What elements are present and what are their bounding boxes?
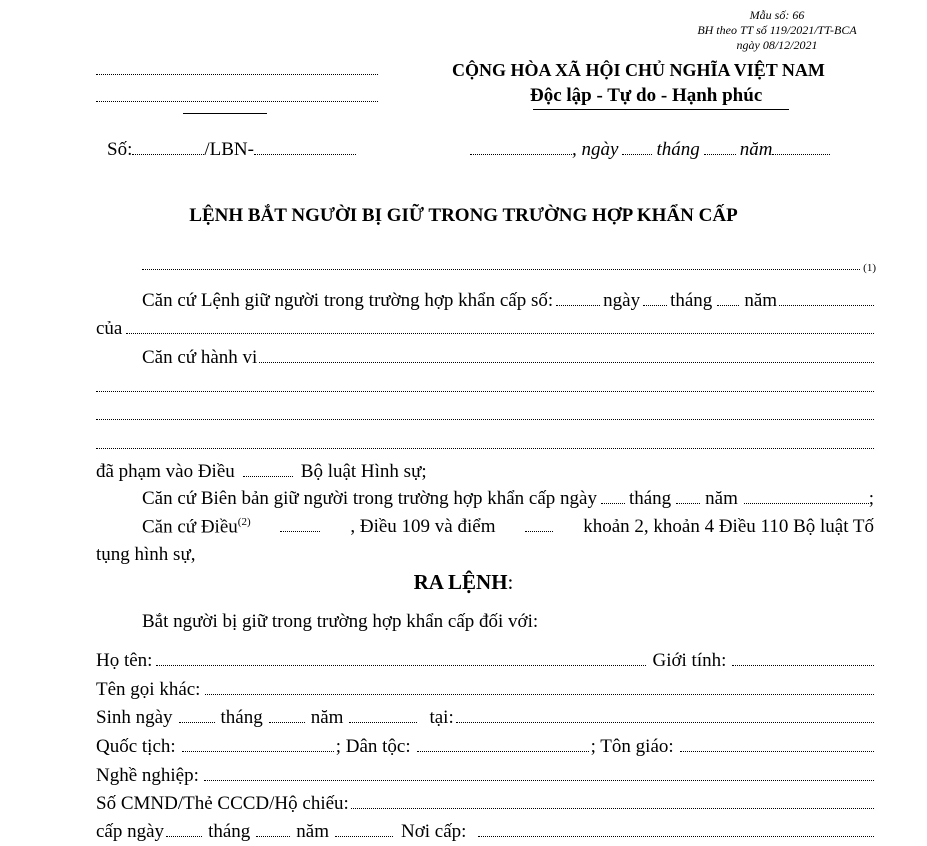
clause-text: khoản 2, khoản 4 Điều 110 Bộ luật Tố <box>583 516 874 538</box>
record-nam: năm <box>705 488 738 509</box>
issue-date-label: cấp ngày <box>96 821 165 842</box>
order-nam-blank[interactable] <box>779 305 874 306</box>
lbn-blank[interactable] <box>254 154 356 155</box>
birth-year-label: năm <box>310 707 344 728</box>
ethnicity-label: ; Dân tộc: <box>335 736 411 757</box>
issue-place-blank[interactable] <box>478 836 874 837</box>
place-date-line <box>470 139 830 161</box>
birth-month-label: tháng <box>220 707 263 728</box>
record-ngay-blank[interactable] <box>601 503 625 504</box>
basis-order-label: Căn cứ Lệnh giữ người trong trường hợp khẩn cấp số: <box>142 290 554 311</box>
criminal-procedure-text: tụng hình sự, <box>96 544 196 565</box>
behavior-blank[interactable] <box>259 362 874 363</box>
so-label: Số: <box>107 139 133 160</box>
order-ngay-blank[interactable] <box>643 305 667 306</box>
date-thang: tháng <box>656 139 700 160</box>
record-semicolon: ; <box>868 488 874 509</box>
occupation-label: Nghề nghiệp: <box>96 765 199 786</box>
issue-month-label: tháng <box>208 821 251 842</box>
nationality-label: Quốc tịch: <box>96 736 176 757</box>
gender-label: Giới tính: <box>652 650 727 671</box>
motto-underline <box>533 109 789 110</box>
religion-blank[interactable] <box>680 751 874 752</box>
behavior-blank-2[interactable] <box>96 391 874 392</box>
legal-article-blank[interactable] <box>280 531 320 532</box>
name-label: Họ tên: <box>96 650 153 671</box>
order-ngay: ngày <box>603 290 641 311</box>
form-number <box>672 8 882 53</box>
id-label: Số CMND/Thẻ CCCD/Hộ chiếu: <box>96 793 349 814</box>
date-ngay-blank[interactable] <box>622 154 652 155</box>
nationality-line <box>96 736 874 758</box>
id-blank[interactable] <box>351 808 874 809</box>
violation-label: đã phạm vào Điều <box>96 461 235 482</box>
point-blank[interactable] <box>525 531 553 532</box>
form-number-line1: Mẫu số: 66 <box>749 8 805 22</box>
issue-day-blank[interactable] <box>166 836 202 837</box>
cua-blank[interactable] <box>126 333 874 334</box>
agency-underline <box>183 113 267 114</box>
issue-line <box>96 821 874 843</box>
note-1: (1) <box>863 262 876 274</box>
cua-label: của <box>96 318 123 339</box>
cua-line <box>96 318 874 340</box>
occupation-line <box>96 765 874 787</box>
order-number-blank[interactable] <box>556 305 600 306</box>
birth-month-blank[interactable] <box>269 722 305 723</box>
lbn-label: /LBN- <box>204 139 254 160</box>
alias-line <box>96 679 874 701</box>
date-nam-blank[interactable] <box>772 154 830 155</box>
religion-label: ; Tôn giáo: <box>590 736 674 757</box>
form-number-line3: ngày 08/12/2021 <box>736 38 818 52</box>
order-nam: năm <box>744 290 778 311</box>
legal-basis-text: Căn cứ Điều <box>142 516 238 538</box>
record-thang: tháng <box>628 488 672 509</box>
order-heading-colon: : <box>507 570 514 594</box>
violation-line <box>96 461 427 483</box>
order-thang: tháng <box>670 290 713 311</box>
behavior-blank-4[interactable] <box>96 448 874 449</box>
issue-year-blank[interactable] <box>335 836 393 837</box>
nationality-blank[interactable] <box>182 751 334 752</box>
motto: Độc lập - Tự do - Hạnh phúc <box>530 85 763 106</box>
issue-year-label: năm <box>296 821 329 842</box>
alias-label: Tên gọi khác: <box>96 679 201 700</box>
record-label: Căn cứ Biên bản giữ người trong trường hợp khẩn cấp ngày <box>142 488 597 509</box>
behavior-line <box>142 347 874 369</box>
id-line <box>96 793 874 815</box>
record-thang-blank[interactable] <box>676 503 700 504</box>
birth-day-blank[interactable] <box>179 722 215 723</box>
occupation-blank[interactable] <box>204 780 874 781</box>
record-line <box>142 488 874 510</box>
birth-place-blank[interactable] <box>456 722 874 723</box>
legal-basis-line <box>142 516 874 538</box>
order-thang-blank[interactable] <box>717 305 739 306</box>
so-blank[interactable] <box>132 154 204 155</box>
ethnicity-blank[interactable] <box>417 751 589 752</box>
violation-article-blank[interactable] <box>243 476 293 477</box>
agency-line-2 <box>96 101 378 102</box>
issue-month-blank[interactable] <box>256 836 290 837</box>
country-heading: CỘNG HÒA XÃ HỘI CHỦ NGHĨA VIỆT NAM <box>452 60 825 80</box>
issue-place-label: Nơi cấp: <box>401 821 467 842</box>
arrest-intro-text: Bắt người bị giữ trong trường hợp khẩn cấp đối với: <box>142 611 539 632</box>
date-ngay: , ngày <box>572 139 619 160</box>
form-number-line2: BH theo TT số 119/2021/TT-BCA <box>697 23 857 37</box>
basis-order-line <box>142 290 874 312</box>
birth-line <box>96 707 874 729</box>
criminal-code: Bộ luật Hình sự; <box>300 461 427 482</box>
date-thang-blank[interactable] <box>704 154 736 155</box>
article-109: , Điều 109 và điểm <box>350 516 496 538</box>
birth-label: Sinh ngày <box>96 707 173 728</box>
authority-blank[interactable] <box>142 269 860 270</box>
document-title: LỆNH BẮT NGƯỜI BỊ GIỮ TRONG TRƯỜNG HỢP KHẨN CẤP <box>189 205 738 226</box>
number-line <box>107 139 356 161</box>
note-2: (2) <box>237 516 251 528</box>
authority-line <box>142 262 876 274</box>
name-blank[interactable] <box>156 665 646 666</box>
gender-blank[interactable] <box>732 665 874 666</box>
behavior-label: Căn cứ hành vi <box>142 347 258 368</box>
alias-blank[interactable] <box>205 694 874 695</box>
order-heading <box>0 570 927 595</box>
arrest-intro <box>142 611 538 633</box>
behavior-blank-3[interactable] <box>96 419 874 420</box>
birth-place-label: tại: <box>429 707 454 728</box>
name-line <box>96 650 874 672</box>
birth-year-blank[interactable] <box>349 722 417 723</box>
place-blank[interactable] <box>470 154 572 155</box>
criminal-procedure-line <box>96 544 196 566</box>
date-nam: năm <box>739 139 773 160</box>
record-nam-blank[interactable] <box>744 503 869 504</box>
agency-line-1 <box>96 74 378 75</box>
order-heading-text: RA LỆNH <box>413 570 508 594</box>
legal-basis-label <box>142 516 251 538</box>
